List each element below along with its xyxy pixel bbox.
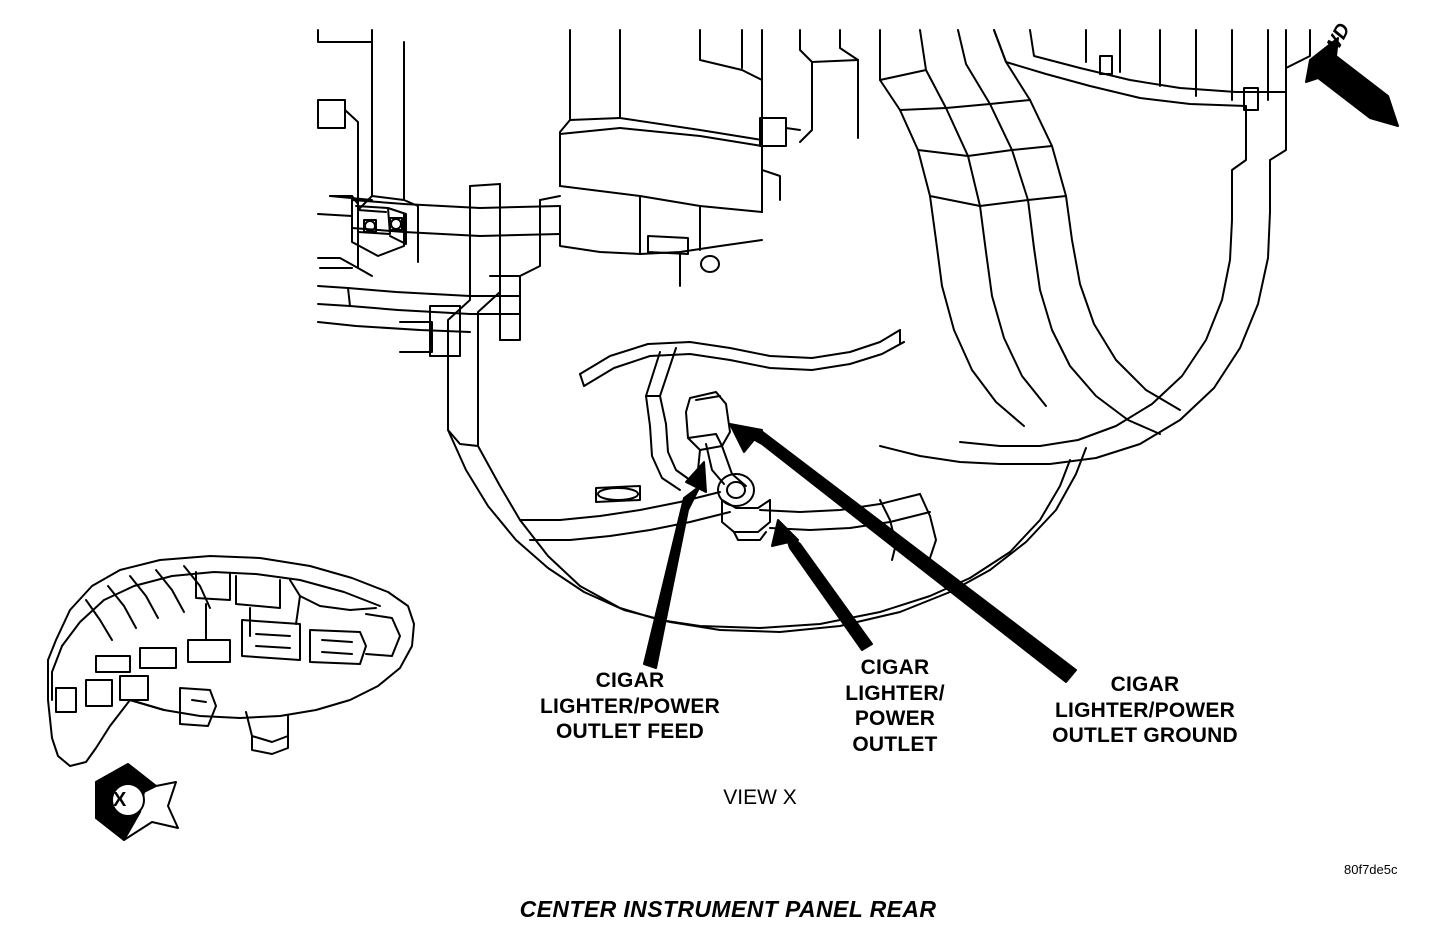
cross-member (318, 196, 560, 332)
fwd-direction-label: FWD (1314, 19, 1355, 71)
wire-harness (580, 330, 904, 490)
callout-cigar-lighter-power-outlet: CIGAR LIGHTER/ POWER OUTLET (845, 656, 945, 756)
arrowhead-feed (686, 462, 706, 492)
callout-cigar-lighter-power-outlet-feed: CIGAR LIGHTER/POWER OUTLET FEED (540, 669, 720, 744)
callout-cigar-lighter-power-outlet-ground: CIGAR LIGHTER/POWER OUTLET GROUND (1052, 673, 1238, 748)
dashboard-detail (48, 556, 414, 766)
arrow-outlet (784, 530, 872, 650)
view-x-marker (96, 764, 178, 840)
view-x-marker-label: X (113, 789, 127, 811)
right-housing (880, 196, 1270, 464)
view-x-label: VIEW X (723, 786, 797, 809)
figure-caption: CENTER INSTRUMENT PANEL REAR (519, 896, 937, 922)
lower-panel (448, 430, 1086, 632)
cigar-lighter-outlet (686, 392, 770, 540)
figure-code: 80f7de5c (1344, 862, 1398, 877)
arrow-feed (644, 486, 700, 668)
upper-structure-outline (318, 30, 1310, 276)
arrow-ground (744, 430, 1076, 682)
